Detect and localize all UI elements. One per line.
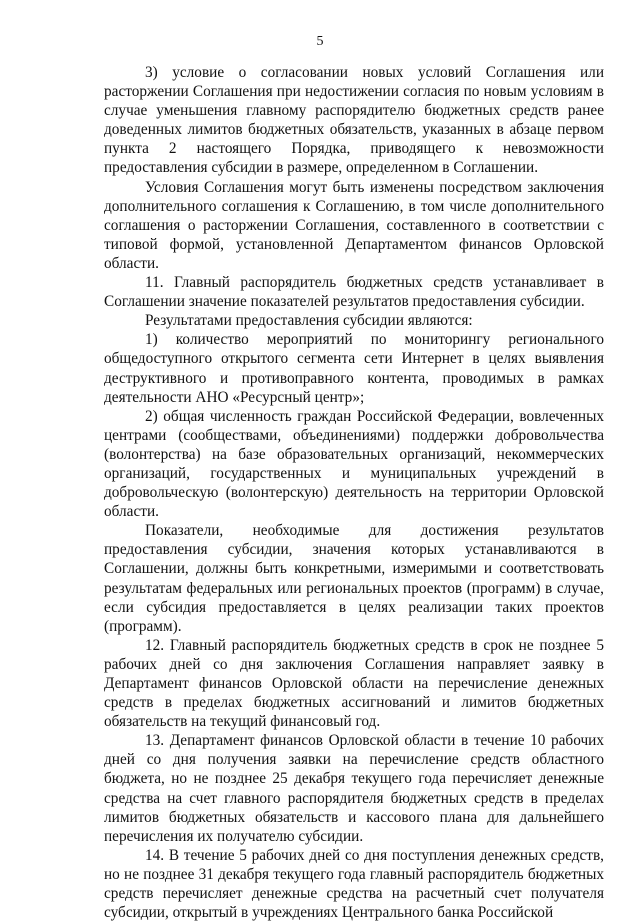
paragraph-3-agreement-condition: 3) условие о согласовании новых условий Соглашения или расторжении Соглашения при недостижении согласия по новым условиям в случае уменьшения главному распорядителю бюджетных средств ранее доведенных лимитов бюджетных обязательств, указанных в абзаце первом пункта 2 настоящего Порядка, приводящего к невозможности предоставления субсидии в размере, определенном в Соглашении. bbox=[104, 64, 604, 177]
document-body bbox=[104, 63, 604, 922]
paragraph-agreement-amendment: Условия Соглашения могут быть изменены посредством заключения дополнительного соглашения к Соглашению, в том числе дополнительного соглашения о расторжении Соглашения, составленного в соответствии с типовой формой, установленной Департаментом финансов Орловской области. bbox=[104, 178, 604, 272]
paragraph-13-funds-transfer: 13. Департамент финансов Орловской области в течение 10 рабочих дней со дня получения заявки на перечисление средств областного бюджета, но не позднее 25 декабря текущего года перечисляет денежные средства на счет главного распорядителя бюджетных средств в пределах лимитов бюджетных обязательств и кассового плана для дальнейшего перечисления их получателю субсидии. bbox=[104, 732, 604, 845]
paragraph-indicators-requirements: Показатели, необходимые для достижения результатов предоставления субсидии, значения которых устанавливаются в Соглашении, должны быть конкретными, измеримыми и соответствовать результатам федеральных или региональных проектов (программ) в случае, если субсидия предоставляется в целях реализации таких проектов (программ). bbox=[104, 522, 604, 635]
page-number: 5 bbox=[316, 34, 324, 49]
paragraph-results-intro: Результатами предоставления субсидии являются: bbox=[145, 312, 473, 330]
paragraph-result-2-volunteers: 2) общая численность граждан Российской Федерации, вовлеченных центрами (сообществами, объединениями) поддержки добровольчества (волонтерства) на базе образовательных организаций, некоммерческих организаций, государственных и муниципальных учреждений в добровольческую (волонтерскую) деятельность на территории Орловской области. bbox=[104, 407, 604, 521]
paragraph-14-recipient-transfer: 14. В течение 5 рабочих дней со дня поступления денежных средств, но не позднее 31 декабря текущего года главный распорядитель бюджетных средств перечисляет денежные средства на расчетный счет получателя субсидии, открытый в учреждениях Центрального банка Российской bbox=[104, 846, 604, 922]
paragraph-12-funding-request: 12. Главный распорядитель бюджетных средств в срок не позднее 5 рабочих дней со дня заключения Соглашения направляет заявку в Департамент финансов Орловской области на перечисление денежных средств в пределах бюджетных ассигнований и лимитов бюджетных обязательств на текущий финансовый год. bbox=[104, 636, 604, 731]
paragraph-11-results-indicators: 11. Главный распорядитель бюджетных средств устанавливает в Соглашении значение показателей результатов предоставления субсидии. bbox=[104, 274, 604, 311]
paragraph-result-1-monitoring: 1) количество мероприятий по мониторингу регионального общедоступного открытого сегмента сети Интернет в целях выявления деструктивного и противоправного контента, проводимых в рамках деятельности АНО «Ресурсный центр»; bbox=[104, 331, 604, 406]
